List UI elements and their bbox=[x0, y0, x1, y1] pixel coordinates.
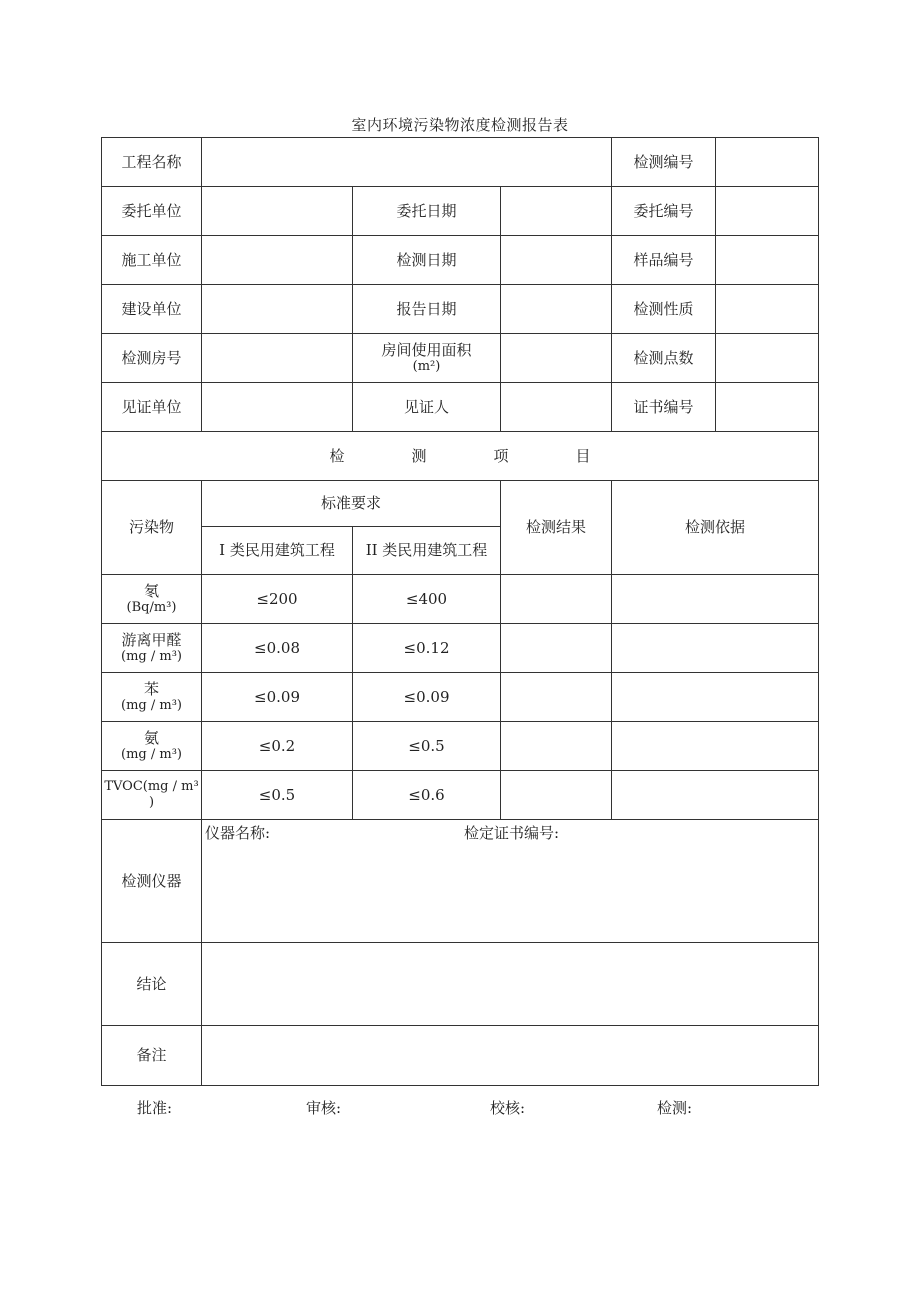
result-cell[interactable] bbox=[501, 722, 612, 771]
project-name-value[interactable] bbox=[202, 138, 612, 187]
commission-number-value[interactable] bbox=[716, 187, 819, 236]
client-unit-label: 委托单位 bbox=[102, 187, 202, 236]
result-header: 检测结果 bbox=[501, 481, 612, 575]
basis-cell[interactable] bbox=[612, 673, 819, 722]
builder-unit-value[interactable] bbox=[202, 285, 353, 334]
class2-limit: ≤0.09 bbox=[353, 673, 501, 722]
basis-cell[interactable] bbox=[612, 575, 819, 624]
room-area-label bbox=[353, 334, 501, 383]
class2-limit: ≤0.12 bbox=[353, 624, 501, 673]
room-number-value[interactable] bbox=[202, 334, 353, 383]
pollutant-cell: 氨 (mg / m³) bbox=[102, 722, 202, 771]
instrument-content[interactable] bbox=[202, 820, 819, 943]
test-date-value[interactable] bbox=[501, 236, 612, 285]
certificate-number-label: 证书编号 bbox=[612, 383, 716, 432]
table-row bbox=[102, 624, 819, 673]
report-table bbox=[101, 137, 819, 1086]
calibration-cert-label: 检定证书编号: bbox=[464, 824, 560, 842]
class1-limit: ≤200 bbox=[202, 575, 353, 624]
client-unit-value[interactable] bbox=[202, 187, 353, 236]
info-row-client bbox=[102, 187, 819, 236]
standard-header: 标准要求 bbox=[202, 481, 501, 527]
result-cell[interactable] bbox=[501, 624, 612, 673]
sample-number-label: 样品编号 bbox=[612, 236, 716, 285]
test-nature-value[interactable] bbox=[716, 285, 819, 334]
class1-limit: ≤0.08 bbox=[202, 624, 353, 673]
result-cell[interactable] bbox=[501, 673, 612, 722]
conclusion-label: 结论 bbox=[102, 943, 202, 1026]
room-area-unit: (m²) bbox=[412, 359, 441, 375]
witness-unit-value[interactable] bbox=[202, 383, 353, 432]
review-label: 审核: bbox=[306, 1099, 342, 1117]
construction-unit-label: 施工单位 bbox=[102, 236, 202, 285]
sample-number-value[interactable] bbox=[716, 236, 819, 285]
test-number-label: 检测编号 bbox=[612, 138, 716, 187]
construction-unit-value[interactable] bbox=[202, 236, 353, 285]
info-row-project bbox=[102, 138, 819, 187]
remark-row bbox=[102, 1026, 819, 1086]
check-label: 校核: bbox=[490, 1099, 526, 1117]
instrument-label: 检测仪器 bbox=[102, 820, 202, 943]
test-label: 检测: bbox=[657, 1099, 693, 1117]
commission-number-label: 委托编号 bbox=[612, 187, 716, 236]
table-row bbox=[102, 575, 819, 624]
pollutant-header: 污染物 bbox=[102, 481, 202, 575]
basis-header: 检测依据 bbox=[612, 481, 819, 575]
info-row-construction bbox=[102, 236, 819, 285]
class2-header: II 类民用建筑工程 bbox=[353, 527, 501, 575]
signature-line bbox=[0, 1097, 920, 1117]
witness-person-value[interactable] bbox=[501, 383, 612, 432]
test-nature-label: 检测性质 bbox=[612, 285, 716, 334]
room-area-value[interactable] bbox=[501, 334, 612, 383]
test-items-heading: 检 测 项 目 bbox=[102, 432, 819, 481]
witness-person-label: 见证人 bbox=[353, 383, 501, 432]
column-header-row-top bbox=[102, 481, 819, 527]
instrument-row bbox=[102, 820, 819, 943]
result-cell[interactable] bbox=[501, 575, 612, 624]
builder-unit-label: 建设单位 bbox=[102, 285, 202, 334]
remark-label: 备注 bbox=[102, 1026, 202, 1086]
class2-limit: ≤0.6 bbox=[353, 771, 501, 820]
room-area-label-text: 房间使用面积 bbox=[381, 340, 472, 359]
class2-limit: ≤400 bbox=[353, 575, 501, 624]
pollutant-cell: 苯 (mg / m³) bbox=[102, 673, 202, 722]
conclusion-row bbox=[102, 943, 819, 1026]
report-title: 室内环境污染物浓度检测报告表 bbox=[351, 116, 569, 134]
instrument-name-label: 仪器名称: bbox=[205, 824, 271, 842]
result-cell[interactable] bbox=[501, 771, 612, 820]
report-date-value[interactable] bbox=[501, 285, 612, 334]
pollutant-cell: 氡 (Bq/m³) bbox=[102, 575, 202, 624]
test-points-label: 检测点数 bbox=[612, 334, 716, 383]
class2-limit: ≤0.5 bbox=[353, 722, 501, 771]
test-number-value[interactable] bbox=[716, 138, 819, 187]
pollutant-cell: TVOC(mg / m³ ) bbox=[102, 771, 202, 820]
basis-cell[interactable] bbox=[612, 722, 819, 771]
class1-header: I 类民用建筑工程 bbox=[202, 527, 353, 575]
table-row bbox=[102, 722, 819, 771]
test-points-value[interactable] bbox=[716, 334, 819, 383]
class1-limit: ≤0.5 bbox=[202, 771, 353, 820]
test-date-label: 检测日期 bbox=[353, 236, 501, 285]
table-row bbox=[102, 771, 819, 820]
certificate-number-value[interactable] bbox=[716, 383, 819, 432]
section-header-row bbox=[102, 432, 819, 481]
report-date-label: 报告日期 bbox=[353, 285, 501, 334]
class1-limit: ≤0.09 bbox=[202, 673, 353, 722]
remark-content[interactable] bbox=[202, 1026, 819, 1086]
commission-date-value[interactable] bbox=[501, 187, 612, 236]
class1-limit: ≤0.2 bbox=[202, 722, 353, 771]
commission-date-label: 委托日期 bbox=[353, 187, 501, 236]
basis-cell[interactable] bbox=[612, 624, 819, 673]
project-name-label: 工程名称 bbox=[102, 138, 202, 187]
approve-label: 批准: bbox=[137, 1099, 173, 1117]
witness-unit-label: 见证单位 bbox=[102, 383, 202, 432]
info-row-builder bbox=[102, 285, 819, 334]
info-row-witness bbox=[102, 383, 819, 432]
conclusion-content[interactable] bbox=[202, 943, 819, 1026]
table-row bbox=[102, 673, 819, 722]
basis-cell[interactable] bbox=[612, 771, 819, 820]
room-number-label: 检测房号 bbox=[102, 334, 202, 383]
info-row-room bbox=[102, 334, 819, 383]
pollutant-cell: 游离甲醛 (mg / m³) bbox=[102, 624, 202, 673]
